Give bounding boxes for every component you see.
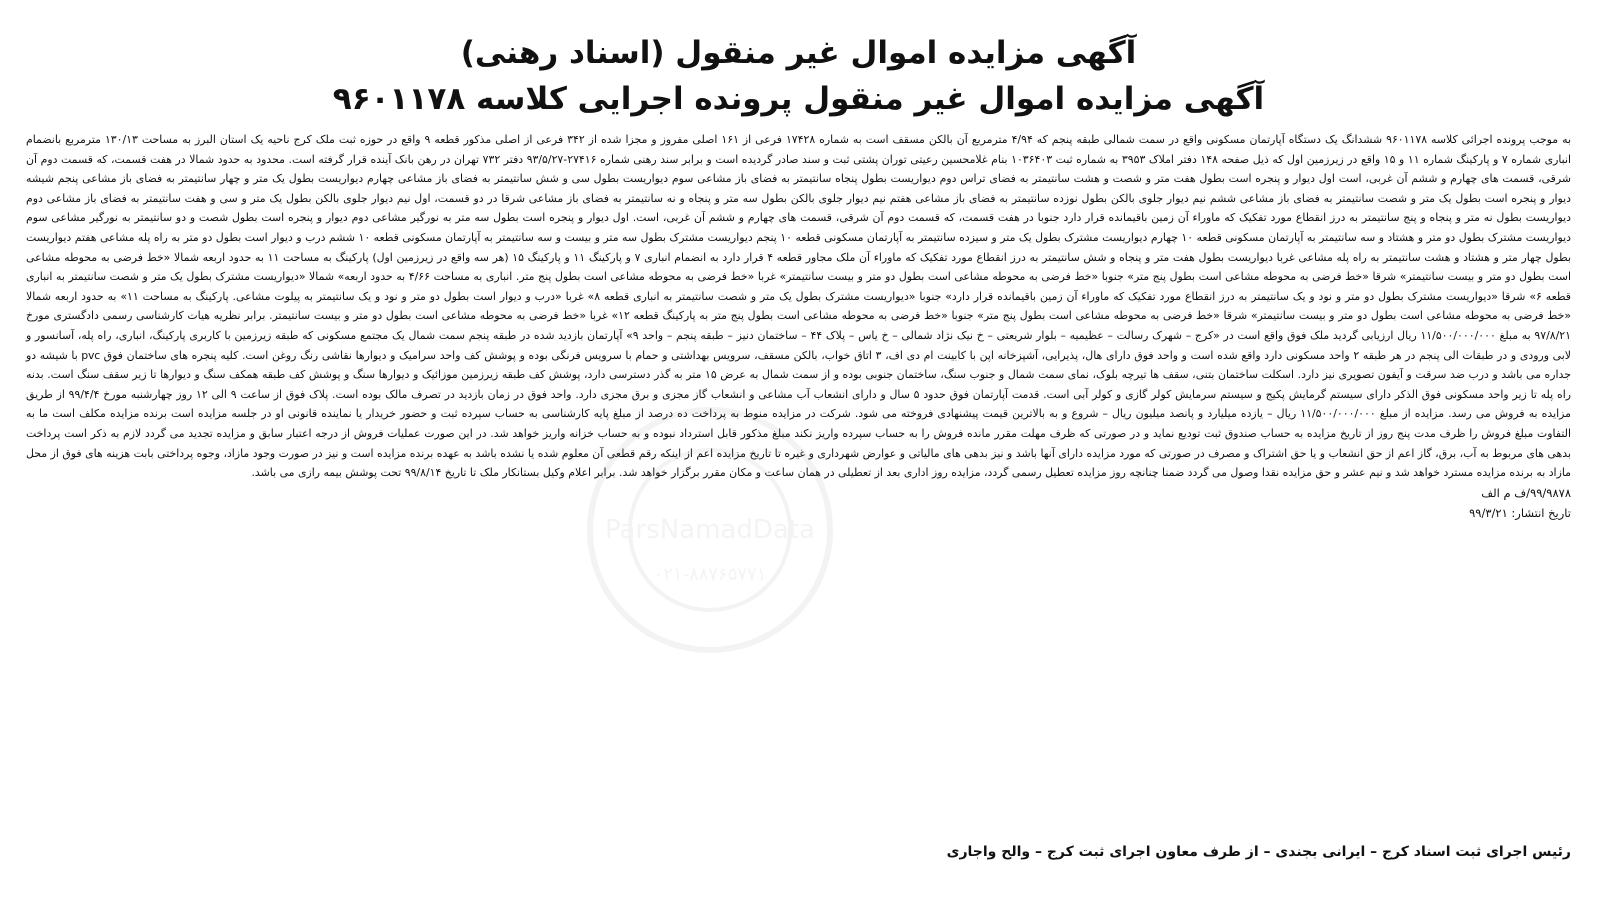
publish-date: تاریخ انتشار: ۹۹/۳/۲۱ (1469, 505, 1571, 520)
notice-title-primary: آگهی مزایده اموال غیر منقول (اسناد رهنی) (460, 35, 1137, 71)
notice-body: به موجب پرونده اجرائی کلاسه ۹۶۰۱۱۷۸ ششدانگ یک دستگاه آپارتمان مسکونی واقع در سمت شمالی طبقه پنجم که ۴/۹۴ مترمربع آن بالکن مسقف است به شماره ۱۷۴۲۸ فرعی از ۱۶۱ اصلی مفروز و مجزا شده از ۳۴۲ فرعی از اصلی مذکور قطعه ۹ واقع در حوزه ثبت ملک کرج ناحیه یک استان البرز به مساحت ۱۳۰/۱۳ مترمربع بانضمام انباری شماره ۷ و پارکینگ شماره ۱۱ و ۱۵ واقع در زیرزمین اول که ذیل صفحه ۱۴۸ دفتر املاک ۳۹۵۳ به شماره ثبت ۱۰۳۶۴۰۳ بنام غلامحسین رعیتی توران پشتی ثبت و سند صادر گردیده است و برابر سند رهنی شماره ۲۷۴۱۶-۹۳/۵/۲۷ دفتر ۷۳۲ تهران در رهن بانک آینده قرار گرفته است. محدود به حدود شمالا در هفت قسمت، که قسمت دوم آن شرقی، قسمت های چهارم و ششم آن غربی، است اول دیوار و پنجره است بطول هفت متر و شصت و هشت سانتیمتر به فضای تراس دوم دیواریست بطول پنجاه سانتیمتر به فضای باز مشاعی سوم دیواریست بطول سی و شش سانتیمتر به فضای باز مشاعی چهارم دیواریست بطول یک متر و چهار سانتیمتر به فضای باز مشاعی پنجم شیشه دیوار و پنجره است بطول یک متر و شصت سانتیمتر به فضای باز مشاعی ششم نیم دیوار جلوی بالکن بطول نوزده سانتیمتر به فضای باز مشاعی هفتم نیم دیوار جلوی بالکن بطول سه متر و پنجاه و نه سانتیمتر به فضای باز مشاعی شرقا در دو قسمت، اول نیم دیوار جلوی بالکن بطول یک متر و سی و هفت سانتیمتر به فضای باز مشاعی دوم دیواریست بطول نه متر و پنجاه و پنج سانتیمتر به درز انقطاع مورد تفکیک که ماوراء آن زمین باقیمانده قرار دارد جنوبا در هفت قسمت، که قسمت دوم آن شرقی، قسمت های چهارم و ششم آن غربی، است. اول دیوار و پنجره است بطول سه متر به نورگیر مشاعی دوم دیوار و پنجره است بطول شصت و دو سانتیمتر به نورگیر مشاعی سوم دیواریست مشترک بطول دو متر و هشتاد و سه سانتیمتر به آپارتمان مسکونی قطعه ۱۰ چهارم دیواریست مشترک بطول یک متر و سیزده سانتیمتر به آپارتمان مسکونی قطعه ۱۰ پنجم دیواریست مشترک بطول سه متر و بیست و سه سانتیمتر به آپارتمان مسکونی قطعه ۱۰ ششم درب و دیوار است بطول دو متر به راه پله مشاعی هفتم دیواریست بطول چهار متر و هشتاد و هشت سانتیمتر به راه پله مشاعی غربا دیواریست بطول هفت متر و پنجاه و شش سانتیمتر به درز انقطاع مورد تفکیک که ماوراء آن ملک مجاور قطعه ۴ قرار دارد به انضمام انباری ۷ و پارکینگ ۱۱ و پارکینگ ۱۵ (هر سه واقع در زیرزمین اول) پارکینگ به مساحت ۱۱ به حدود اربعه شمالا «خط فرضی به محوطه مشاعی است بطول دو متر و بیست سانتیمتر» شرقا «خط فرضی به محوطه مشاعی است بطول پنج متر» جنوبا «خط فرضی به محوطه مشاعی است بطول دو متر و بیست سانتیمتر» غربا «خط فرضی به محوطه مشاعی است بطول پنج متر. انباری به مساحت ۴/۶۶ به حدود اربعه» شمالا «دیواریست مشترک بطول یک متر و شصت سانتیمتر به انباری قطعه ۶» شرقا «دیواریست مشترک بطول دو متر و نود و یک سانتیمتر به درز انقطاع مورد تفکیک که ماوراء آن زمین باقیمانده قرار دارد» جنوبا «دیواریست مشترک بطول یک متر و شصت سانتیمتر به انباری قطعه ۸» غربا «درب و دیوار است بطول دو متر و نود و یک سانتیمتر به پیلوت مشاعی. پارکینگ به مساحت ۱۱» به حدود اربعه شمالا «خط فرضی به محوطه مشاعی است بطول دو متر و بیست سانتیمتر» شرقا «خط فرضی به محوطه مشاعی است بطول پنج متر» جنوبا «خط فرضی به محوطه مشاعی است بطول پنج متر به پارکینگ قطعه ۱۲» غربا «خط فرضی به محوطه مشاعی است بطول دو متر و بیست سانتیمتر. برابر نظریه هیات کارشناسی رسمی دادگستری مورخ ۹۷/۸/۲۱ به مبلغ ۱۱/۵۰۰/۰۰۰/۰۰۰ ریال ارزیابی گردید ملک فوق واقع است در «کرج – شهرک رسالت – عظیمیه – بلوار شریعتی – خ نیک نژاد شمالی – خ یاس – پلاک ۴۴ – ساختمان دنیز – طبقه پنجم – واحد ۹» آپارتمان بازدید شده در طبقه پنجم سمت شمال یک مجتمع مسکونی که طبقه زیرزمین با کاربری پارکینگ، انباری، راه پله، آسانسور و لابی ورودی و در طبقات الی پنجم در هر طبقه ۲ واحد مسکونی دارد واقع شده است و واحد فوق دارای هال، پذیرایی، آشپزخانه اپن با کابینت ام دی اف، ۳ اتاق خواب، بالکن مسقف، سرویس بهداشتی و حمام با سرویس فرنگی بوده و پوشش کف واحد سرامیک و دیوارها نقاشی رنگ روغن است. کلیه پنجره های ساختمان فوق pvc با شیشه دو جداره می باشد و درب ضد سرقت و آیفون تصویری نیز دارد. اسکلت ساختمان بتنی، سقف ها تیرچه بلوک، نمای سمت شمال و جنوب سنگ، ساختمان جنوبی بوده و از سمت شمال به عرض ۱۵ متر به گذر دسترسی دارد، پوشش کف طبقه زیرزمین موزائیک و دیوارها سنگ و پوشش کف طبقه همکف سنگ و دیوارها تا زیر سقف سنگ است. بدنه راه پله تا زیر واحد مسکونی فوق الذکر دارای سیستم گرمایش پکیج و سیستم سرمایش کولر گازی و کولر آبی است. قدمت آپارتمان فوق حدود ۵ سال و دارای انشعاب آب مشاعی و انشعاب گاز مجزی و برق مجزی دارد. واحد فوق در زمان بازدید در تصرف مالک بوده است. پلاک فوق از ساعت ۹ الی ۱۲ روز چهارشنبه مورخ ۹۹/۴/۴ از طریق مزایده به فروش می رسد. مزایده از مبلغ ۱۱/۵۰۰/۰۰۰/۰۰۰ ریال – یازده میلیارد و پانصد میلیون ریال – شروع و به بالاترین قیمت پیشنهادی فروخته می شود. شرکت در مزایده منوط به پرداخت ده درصد از مبلغ پایه کارشناسی به حساب سپرده ثبت و حضور خریدار یا نماینده قانونی او در جلسه مزایده است برنده مزایده مکلف است ما به التفاوت مبلغ فروش را ظرف مدت پنج روز از تاریخ مزایده به حساب صندوق ثبت تودیع نماید و در صورتی که ظرف مهلت مقرر مانده فروش را به حساب سپرده واریز نکند مبلغ مذکور قابل استرداد نبوده و به حساب خزانه واریز خواهد شد. در این صورت عملیات فروش از درجه اعتبار سابق و مزایده تجدید می گردد لازم به ذکر است پرداخت بدهی های مربوط به آب، برق، گاز اعم از حق انشعاب و یا حق اشتراک و مصرف در صورتی که مورد مزایده دارای آنها باشد و نیز بدهی های مالیاتی و عوارض شهرداری و غیره تا تاریخ مزایده اعم از اینکه رقم قطعی آن معلوم شده یا نشده باشد به عهده برنده مزایده است و نیز در صورت وجود مازاد، وجوه پرداختی بابت هزینه های فوق از محل مازاد به برنده مزایده مسترد خواهد شد و نیم عشر و حق مزایده نقدا وصول می گردد ضمنا چنانچه روز مزایده تعطیل رسمی گردد، مزایده روز اداری بعد از تعطیلی در همان ساعت و مکان مقرر برگزار خواهد شد. برابر اعلام وکیل بستانکار ملک تا تاریخ ۹۹/۸/۱۴ تحت پوشش بیمه رازی می باشد. (26, 133, 1572, 480)
notice-title-secondary: آگهی مزایده اموال غیر منقول پرونده اجرایی کلاسه ۹۶۰۱۱۷۸ (332, 81, 1265, 117)
signature-line: رئیس اجرای ثبت اسناد کرج – ایرانی بجندی – از طرف معاون اجرای ثبت کرج – والح واجاری (946, 844, 1571, 860)
reference-code: ۹۹/۹۸۷۸/ف م الف (1481, 485, 1571, 500)
watermark-phone: ۰۲۱-۸۸۷۶۵۷۷۱ (653, 564, 767, 585)
watermark-text: ParsNamadData (605, 515, 815, 545)
